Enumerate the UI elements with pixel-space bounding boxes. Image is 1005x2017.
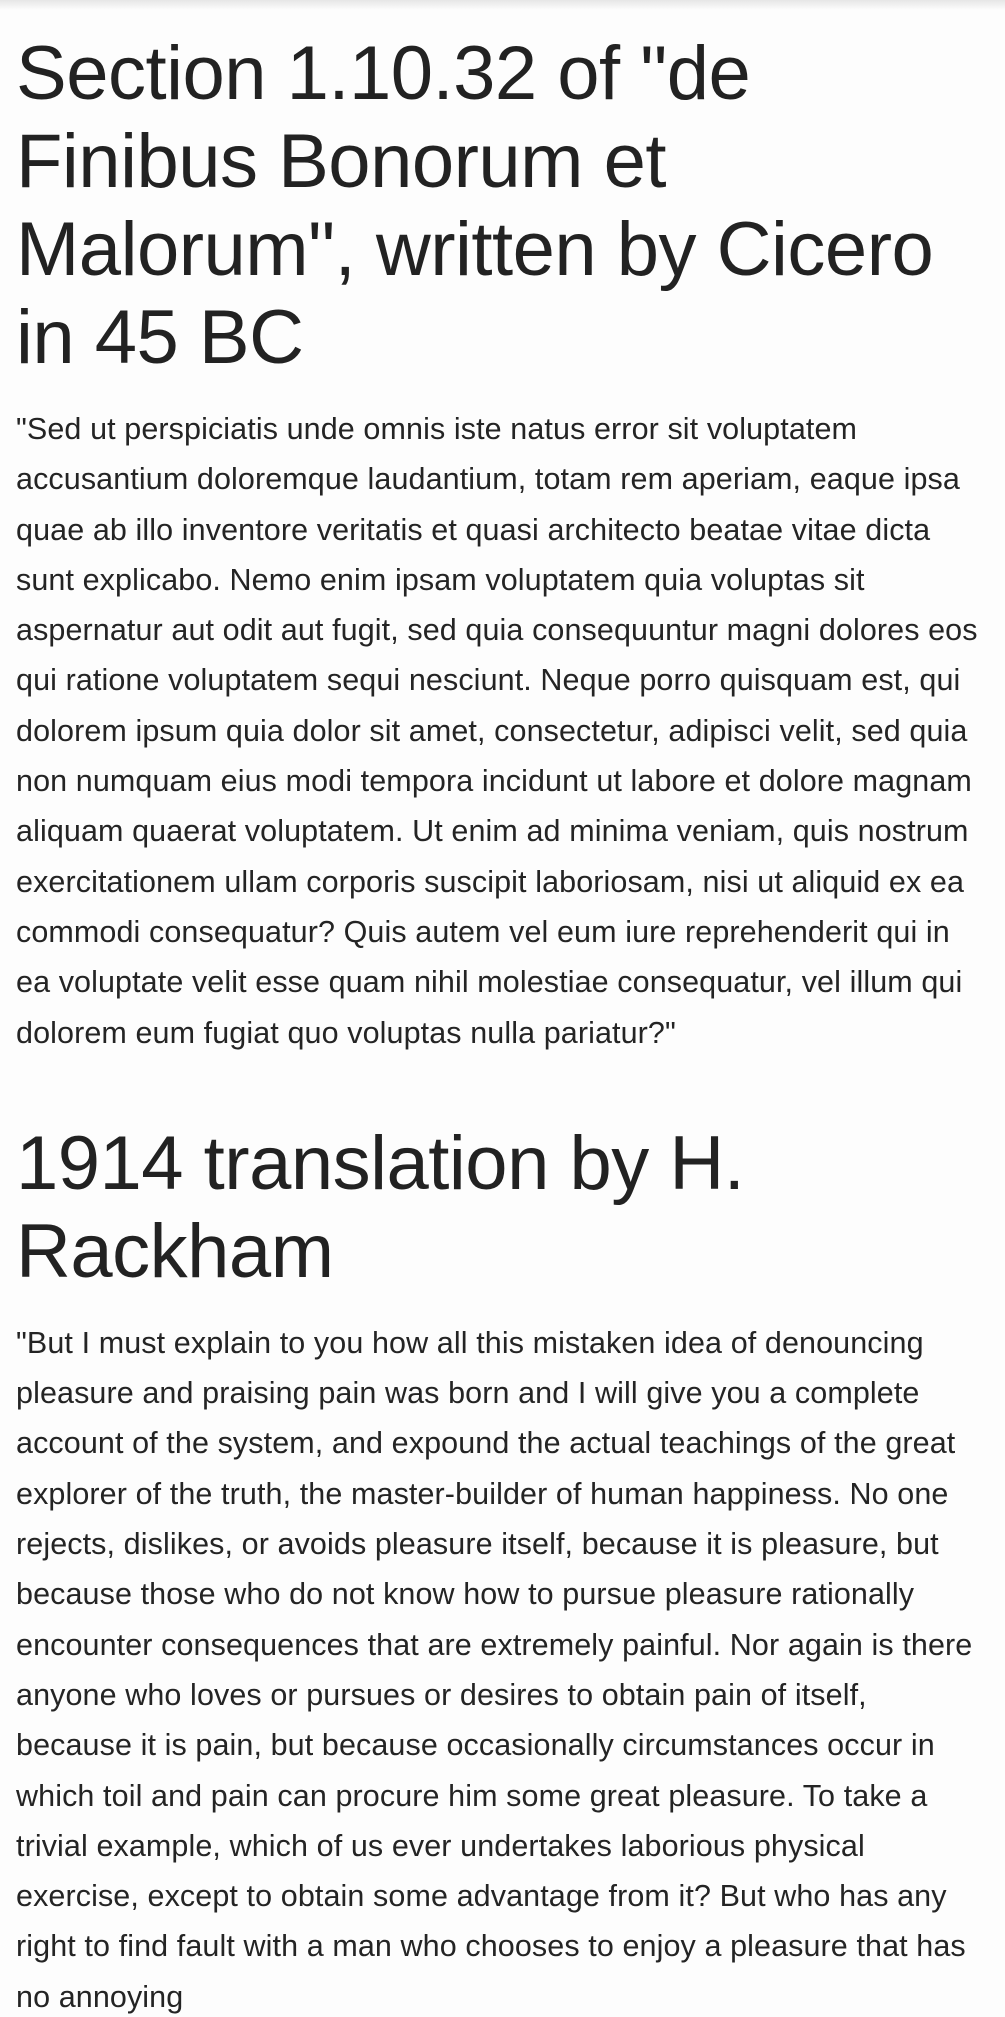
section-body-latin: "Sed ut perspiciatis unde omnis iste natus error sit voluptatem accusantium doloremque laudantium, totam rem aperiam, eaque ipsa quae ab illo inventore veritatis et quasi architecto beatae vitae dicta sunt explicabo. Nemo enim ipsam voluptatem quia voluptas sit aspernatur aut odit aut fugit, sed quia consequuntur magni dolores eos qui ratione voluptatem sequi nesciunt. Neque porro quisquam est, qui dolorem ipsum quia dolor sit amet, consectetur, adipisci velit, sed quia non numquam eius modi tempora incidunt ut labore et dolore magnam aliquam quaerat voluptatem. Ut enim ad minima veniam, quis nostrum exercitationem ullam corporis suscipit laboriosam, nisi ut aliquid ex ea commodi consequatur? Quis autem vel eum iure reprehenderit qui in ea voluptate velit esse quam nihil molestiae consequatur, vel illum qui dolorem eum fugiat quo voluptas nulla pariatur?" xyxy=(16,412,978,1050)
section-heading-latin: Section 1.10.32 of "de Finibus Bonorum et Malorum", written by Cicero in 45 BC xyxy=(16,31,934,380)
section-translation xyxy=(16,1120,991,2017)
section-body-translation: "But I must explain to you how all this mistaken idea of denouncing pleasure and praising pain was born and I will give you a complete account of the system, and expound the actual teachings of the great explorer of the truth, the master-builder of human happiness. No one rejects, dislikes, or avoids pleasure itself, because it is pleasure, but because those who do not know how to pursue pleasure rationally encounter consequences that are extremely painful. Nor again is there anyone who loves or pursues or desires to obtain pain of itself, because it is pain, but because occasionally circumstances occur in which toil and pain can procure him some great pleasure. To take a trivial example, which of us ever undertakes laborious physical exercise, except to obtain some advantage from it? But who has any right to find fault with a man who chooses to enjoy a pleasure that has no annoying xyxy=(16,1325,973,2014)
article-content xyxy=(16,30,991,2017)
top-edge-shadow xyxy=(0,0,1005,10)
section-heading-translation: 1914 translation by H. Rackham xyxy=(16,1120,745,1294)
section-original-latin xyxy=(16,30,991,1058)
